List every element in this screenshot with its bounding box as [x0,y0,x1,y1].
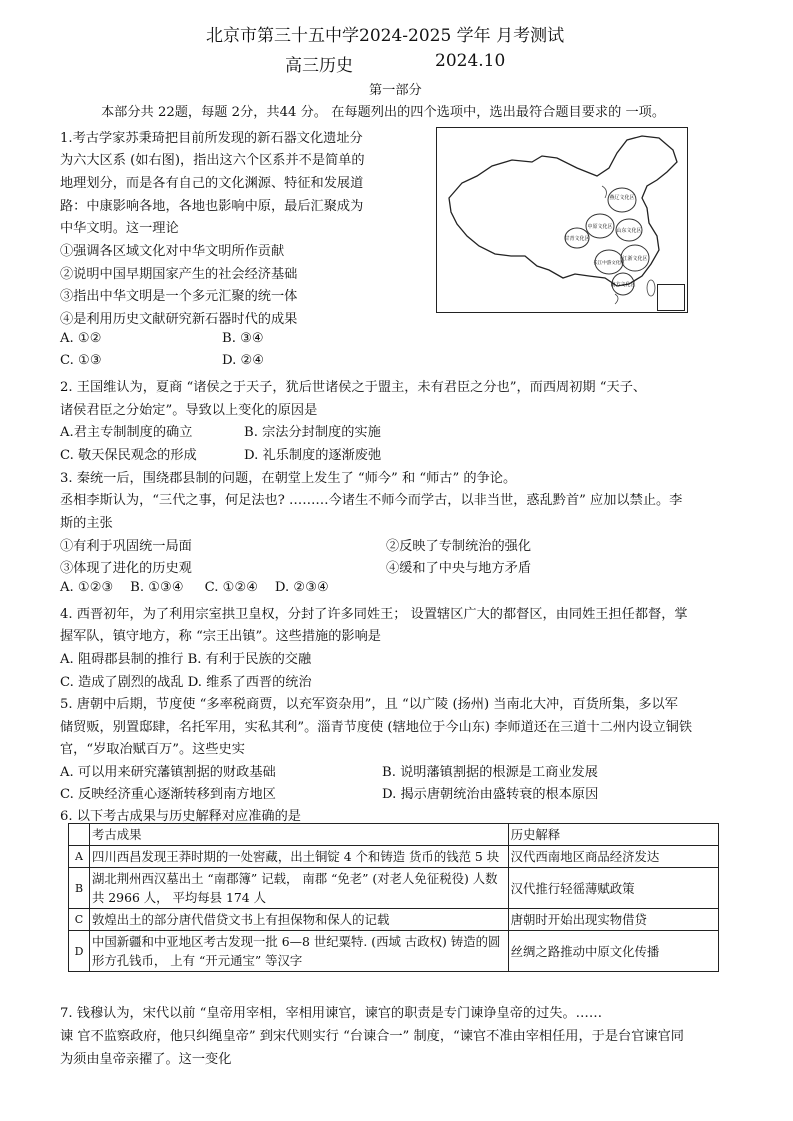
q1-item: ④是利用历史文献研究新石器时代的成果 [60,312,298,327]
row-find: 中国新疆和中亚地区考古发现一批 6—8 世纪粟特. (西域 古政权) 铸造的圆形方孔钱币， 上有 “开元通宝” 等汉字 [89,931,508,972]
exam-date: 2024.10 [435,51,506,71]
q3-stem: 丞相李斯认为，“三代之事，何足法也? ………今诸生不师今而学古，以非当世，惑乱黔首” 应加以禁止。李 [60,493,683,508]
q1-option-d[interactable]: D. ②④ [222,353,265,368]
q1-line: 为六大区系 (如右图)，指出这六个区系并不是简单的 [60,153,365,168]
table-cell [69,824,90,846]
map-label-yanliao: 燕辽文化区 [609,195,635,201]
table-row[interactable] [69,909,719,931]
q5-stem: 储贸贩，别置邸肆，名托军用，实私其利”。淄青节度使 (辖地位于今山东) 李师道还在三道十二州内设立铜铁 [60,720,693,735]
row-expl: 汉代推行轻徭薄赋政策 [508,868,718,909]
row-find: 湖北荆州西汉墓出土 “南郡簿” 记载， 南郡 “免老” (对老人免征税役) 人数共 2966 人， 平均每县 174 人 [89,868,508,909]
q3-options[interactable]: A. ①②③ B. ①③④ C. ①②④ D. ②③④ [60,580,329,595]
map-label-shandong: 山东文化区 [616,228,642,234]
q1-item: ①强调各区域文化对中华文明所作贡献 [60,244,285,259]
row-letter: A [69,846,90,868]
instructions: 本部分共 22题，每题 2分，共44 分。 在每题列出的四个选项中，选出最符合题目要求的 一项。 [101,105,666,120]
q1-line: 1.考古学家苏秉琦把目前所发现的新石器文化遗址分 [60,131,363,146]
q7-stem: 谏 官不监察政府，他只纠绳皇帝” 到宋代则实行 “台谏合一” 制度，“谏官不准由宰相任用，于是台官谏官同 [60,1029,684,1044]
q7-stem: 7. 钱穆认为，宋代以前 “皇帝用宰相，宰相用谏官，谏官的职责是专门谏诤皇帝的过失。…… [60,1006,603,1021]
q3-item: ①有利于巩固统一局面 [60,539,192,554]
q3-item: ④缓和了中央与地方矛盾 [386,561,532,576]
q2-option-d[interactable]: D. 礼乐制度的逐渐废弛 [244,448,382,463]
q4-options[interactable]: A. 阻碍郡县制的推行 B. 有利于民族的交融 [60,652,312,667]
part-heading: 第一部分 [369,83,422,98]
q2-option-a[interactable]: A.君主专制制度的确立 [60,425,193,440]
map-label-ganqing: 甘青文化区 [564,236,590,242]
row-expl: 汉代西南地区商品经济发达 [508,846,718,868]
row-find: 四川西昌发现王莽时期的一处窖藏，出土铜锭 4 个和铸造 货币的钱范 5 块 [89,846,508,868]
q1-line: 中华文明。这一理论 [60,221,179,236]
q3-stem: 斯的主张 [60,516,113,531]
neolithic-culture-map [436,127,688,313]
q1-item: ②说明中国早期国家产生的社会经济基础 [60,267,298,282]
map-label-changjiang: 长江中游文化区 [593,261,625,266]
row-find: 敦煌出土的部分唐代借贷文书上有担保物和保人的记载 [89,909,508,931]
q3-item: ③体现了进化的历史观 [60,561,192,576]
q6-table [68,823,719,972]
china-map-outline [437,128,687,312]
q4-stem: 4. 西晋初年，为了利用宗室拱卫皇权，分封了许多同姓王； 设置辖区广大的都督区，由同姓王担任都督，掌 [60,607,688,622]
table-row[interactable] [69,846,719,868]
table-row[interactable] [69,868,719,909]
q6-stem: 6. 以下考古成果与历史解释对应准确的是 [60,809,301,824]
q5-stem: 5. 唐朝中后期，节度使 “多率税商贾，以充军资杂用”，且 “以广陵 (扬州) 当南北大冲，百货所集，多以军 [60,697,678,712]
south-sea-inset [657,284,685,311]
q5-option-b[interactable]: B. 说明藩镇割据的根源是工商业发展 [382,765,598,780]
exam-subject: 高三历史 [285,56,353,76]
q1-item: ③指出中华文明是一个多元汇聚的统一体 [60,289,298,304]
q3-item: ②反映了专制统治的强化 [386,539,532,554]
q4-stem: 握军队，镇守地方，称 “宗王出镇”。这些措施的影响是 [60,629,381,644]
exam-title: 北京市第三十五中学2024-2025 学年 月考测试 [206,26,565,46]
map-label-nanfang: 南方文化区 [610,282,636,288]
q4-options[interactable]: C. 造成了剧烈的战乱 D. 维系了西晋的统治 [60,675,312,690]
row-letter: B [69,868,90,909]
row-letter: D [69,931,90,972]
q2-stem: 诸侯君臣之分始定”。导致以上变化的原因是 [60,403,318,418]
q1-option-a[interactable]: A. ①② [60,331,102,346]
q1-line: 路：中康影响各地，各地也影响中原，最后汇聚成为 [60,199,364,214]
q2-option-b[interactable]: B. 宗法分封制度的实施 [244,425,381,440]
q5-option-c[interactable]: C. 反映经济重心逐渐转移到南方地区 [60,787,276,802]
table-header-row [69,824,719,846]
row-expl: 丝绸之路推动中原文化传播 [508,931,718,972]
map-label-jiangzhe: 江浙文化区 [622,256,648,262]
map-label-zhongyuan: 中原文化区 [587,224,613,230]
q1-line: 地理划分，而是各有自己的文化渊源、特征和发展道 [60,176,364,191]
table-header-find: 考古成果 [89,824,508,846]
q2-stem: 2. 王国维认为，夏商 “诸侯之于天子，犹后世诸侯之于盟主，未有君臣之分也”，而西周初期 “天子、 [60,380,647,395]
row-letter: C [69,909,90,931]
row-expl: 唐朝时开始出现实物借贷 [508,909,718,931]
q5-option-a[interactable]: A. 可以用来研究藩镇割据的财政基础 [60,765,276,780]
table-header-expl: 历史解释 [508,824,718,846]
q2-option-c[interactable]: C. 敬天保民观念的形成 [60,448,197,463]
q3-stem: 3. 秦统一后，围绕郡县制的问题，在朝堂上发生了 “师今” 和 “师古” 的争论。 [60,471,517,486]
q7-stem: 为须由皇帝亲擢了。这一变化 [60,1052,232,1067]
q5-option-d[interactable]: D. 揭示唐朝统治由盛转衰的根本原因 [382,787,599,802]
table-row[interactable] [69,931,719,972]
q1-option-c[interactable]: C. ①③ [60,353,102,368]
q1-option-b[interactable]: B. ③④ [222,331,264,346]
q5-stem: 官，“岁取冶赋百万”。这些史实 [60,742,245,757]
